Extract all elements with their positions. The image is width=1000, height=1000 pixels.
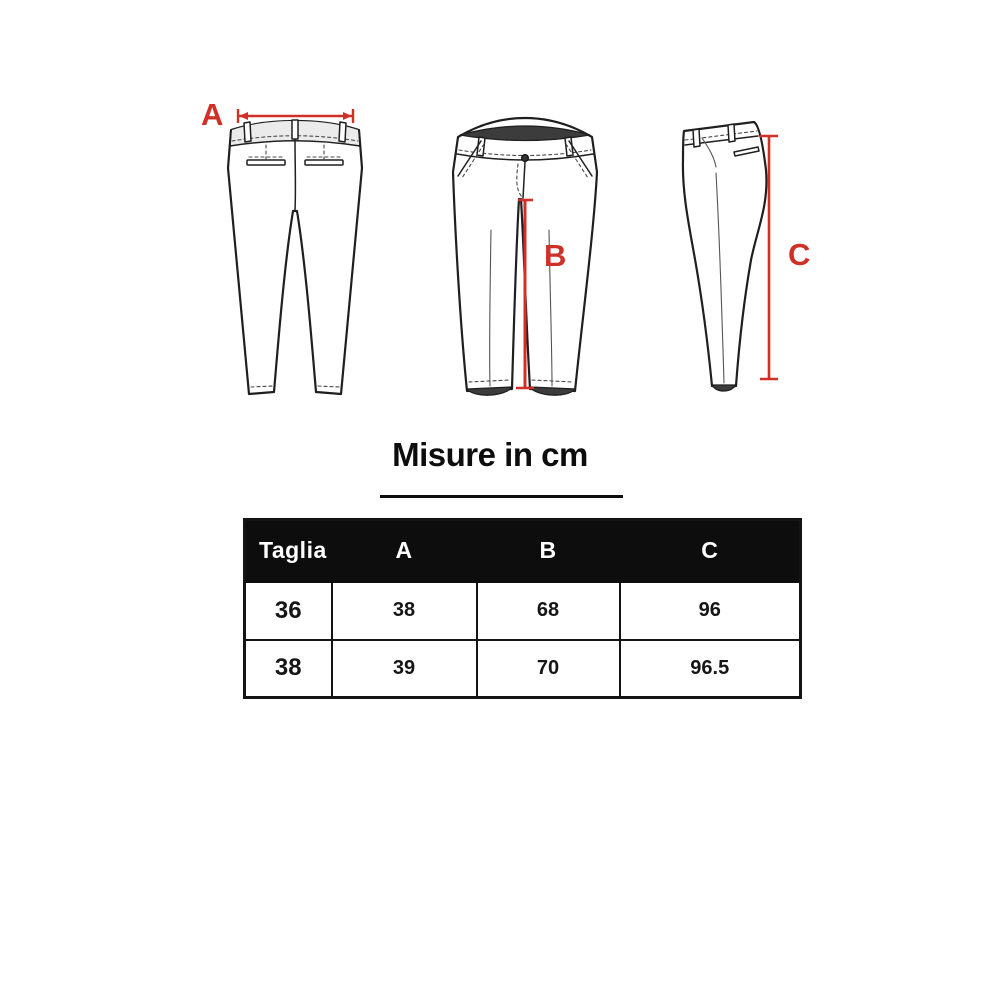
measure-label-c: C <box>788 237 811 272</box>
cell-b: 70 <box>477 640 620 698</box>
table-header-row <box>245 520 801 582</box>
measure-label-b: B <box>544 238 567 273</box>
cell-a: 39 <box>332 640 477 698</box>
cell-b: 68 <box>477 582 620 640</box>
belt-loop <box>292 120 298 139</box>
cell-c: 96.5 <box>620 640 801 698</box>
hem-opening-shadow <box>467 387 512 395</box>
hem-opening-shadow <box>712 385 736 391</box>
pants-back-view-illustration <box>225 110 365 402</box>
cell-taglia: 38 <box>245 640 332 698</box>
belt-loop <box>693 129 700 147</box>
measure-label-a: A <box>201 97 224 132</box>
cell-a: 38 <box>332 582 477 640</box>
title-underline <box>380 495 623 498</box>
col-header-b: B <box>477 520 620 582</box>
waist-button <box>522 155 529 162</box>
pants-front-view-illustration <box>450 110 600 402</box>
belt-loop <box>244 122 251 142</box>
cell-taglia: 36 <box>245 582 332 640</box>
belt-loop <box>339 122 346 142</box>
hem-opening-shadow <box>530 387 575 395</box>
col-header-a: A <box>332 520 477 582</box>
table-row <box>245 640 801 698</box>
col-header-c: C <box>620 520 801 582</box>
belt-loop <box>728 124 735 142</box>
table-row <box>245 582 801 640</box>
page-title: Misure in cm <box>392 436 588 473</box>
cell-c: 96 <box>620 582 801 640</box>
col-header-taglia: Taglia <box>245 520 332 582</box>
pants-side-view-illustration <box>672 115 772 405</box>
size-table <box>243 518 802 699</box>
